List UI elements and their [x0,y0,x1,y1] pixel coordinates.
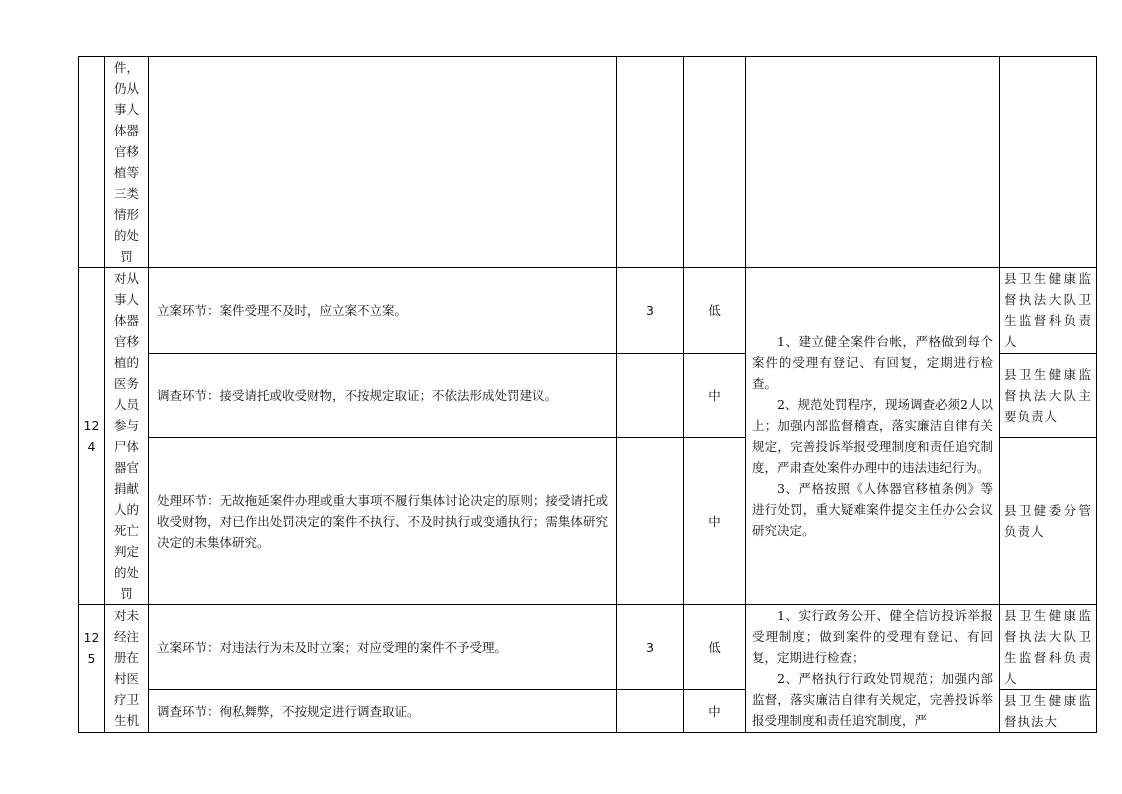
item-text-line: 仍从 [113,81,139,96]
score-cell [617,353,684,438]
item-text-line: 罚 [120,249,133,264]
item-text-line: 的处 [113,228,139,243]
row-number-cell [79,57,105,268]
score-cell: 3 [617,605,684,690]
risk-cell: 处理环节：无故拖延案件办理或重大事项不履行集体讨论决定的原则；接受请托或收受财物，对已作出处罚决定的案件不执行、不及时执行或变通执行；需集体研究决定的未集体研究。 [149,438,617,605]
level-cell [684,57,746,268]
row-number-line: 5 [87,651,96,666]
measure-cell [746,57,1000,268]
table-row-124 [79,268,1097,354]
risk-cell: 立案环节：案件受理不及时，应立案不立案。 [149,268,617,354]
level-cell: 低 [684,268,746,354]
measure-text: 1、建立健全案件台帐，严格做到每个案件的受理有登记、有回复，定期进行检查。 [752,334,993,391]
row-number-line: 4 [87,439,96,454]
item-cell [105,268,149,605]
item-text-line: 经注 [113,629,139,644]
level-cell: 中 [684,690,746,733]
risk-cell: 调查环节：徇私舞弊，不按规定进行调查取证。 [149,690,617,733]
item-text-line: 对未 [113,608,139,623]
item-text-line: 器官 [113,460,139,475]
item-text-line: 体器 [113,313,139,328]
measure-text: 1、实行政务公开、健全信访投诉举报受理制度；做到案件的受理有登记、有回复，定期进行检查； [752,608,993,665]
item-text-line: 死亡 [113,523,139,538]
item-cell [105,605,149,733]
item-text-line: 人员 [113,397,139,412]
item-cell [105,57,149,268]
responsible-cell: 县卫生健康监督执法大队主要负责人 [1000,353,1097,438]
item-text-line: 册在 [113,650,139,665]
level-cell: 低 [684,605,746,690]
item-text-line: 植等 [113,165,139,180]
responsible-cell: 县卫健委分管负责人 [1000,438,1097,605]
item-text-line: 事人 [113,102,139,117]
responsible-cell: 县卫生健康监督执法大 [1000,690,1097,733]
measure-cell [746,268,1000,605]
item-text-line: 的处 [113,565,139,580]
risk-cell [149,57,617,268]
item-text-line: 村医 [113,671,139,686]
risk-cell: 调查环节：接受请托或收受财物，不按规定取证；不依法形成处罚建议。 [149,353,617,438]
item-text-line: 人的 [113,502,139,517]
item-text-line: 尸体 [113,439,139,454]
measure-text: 3、严格按照《人体器官移植条例》等进行处罚，重大疑难案件提交主任办公会议研究决定。 [752,481,993,538]
score-cell: 3 [617,268,684,354]
item-text-line: 三类 [113,186,139,201]
item-text-line: 疗卫 [113,692,139,707]
row-number-line: 12 [83,418,100,433]
item-text-line: 件， [113,60,139,75]
item-text-line: 捐献 [113,481,139,496]
score-cell [617,438,684,605]
item-text-line: 生机 [113,713,139,728]
item-text-line: 体器 [113,123,139,138]
item-text-line: 事人 [113,292,139,307]
responsible-cell: 县卫生健康监督执法大队卫生监督科负责人 [1000,605,1097,690]
item-text-line: 植的 [113,355,139,370]
item-text-line: 对从 [113,271,139,286]
item-text-line: 情形 [113,207,139,222]
level-cell: 中 [684,438,746,605]
table-row-continued [79,57,1097,268]
measure-cell [746,605,1000,733]
risk-cell: 立案环节：对违法行为未及时立案；对应受理的案件不予受理。 [149,605,617,690]
row-number-cell [79,605,105,733]
score-cell [617,57,684,268]
measure-text: 2、规范处罚程序，现场调查必须2人以上；加强内部监督稽查，落实廉洁自律有关规定，完善投诉举报受理制度和责任追究制度，严肃查处案件办理中的违法违纪行为。 [752,397,993,475]
item-text-line: 判定 [113,544,139,559]
item-text-line: 罚 [120,586,133,601]
item-text-line: 官移 [113,144,139,159]
item-text-line: 医务 [113,376,139,391]
item-text-line: 参与 [113,418,139,433]
row-number-line: 12 [83,630,100,645]
measure-text: 2、严格执行行政处罚规范；加强内部监督，落实廉洁自律有关规定，完善投诉举报受理制度和责任追究制度，严 [752,671,993,728]
risk-table [78,56,1097,733]
row-number-cell [79,268,105,605]
score-cell [617,690,684,733]
table-row-125 [79,605,1097,690]
responsible-cell [1000,57,1097,268]
item-text-line: 官移 [113,334,139,349]
level-cell: 中 [684,353,746,438]
responsible-cell: 县卫生健康监督执法大队卫生监督科负责人 [1000,268,1097,354]
